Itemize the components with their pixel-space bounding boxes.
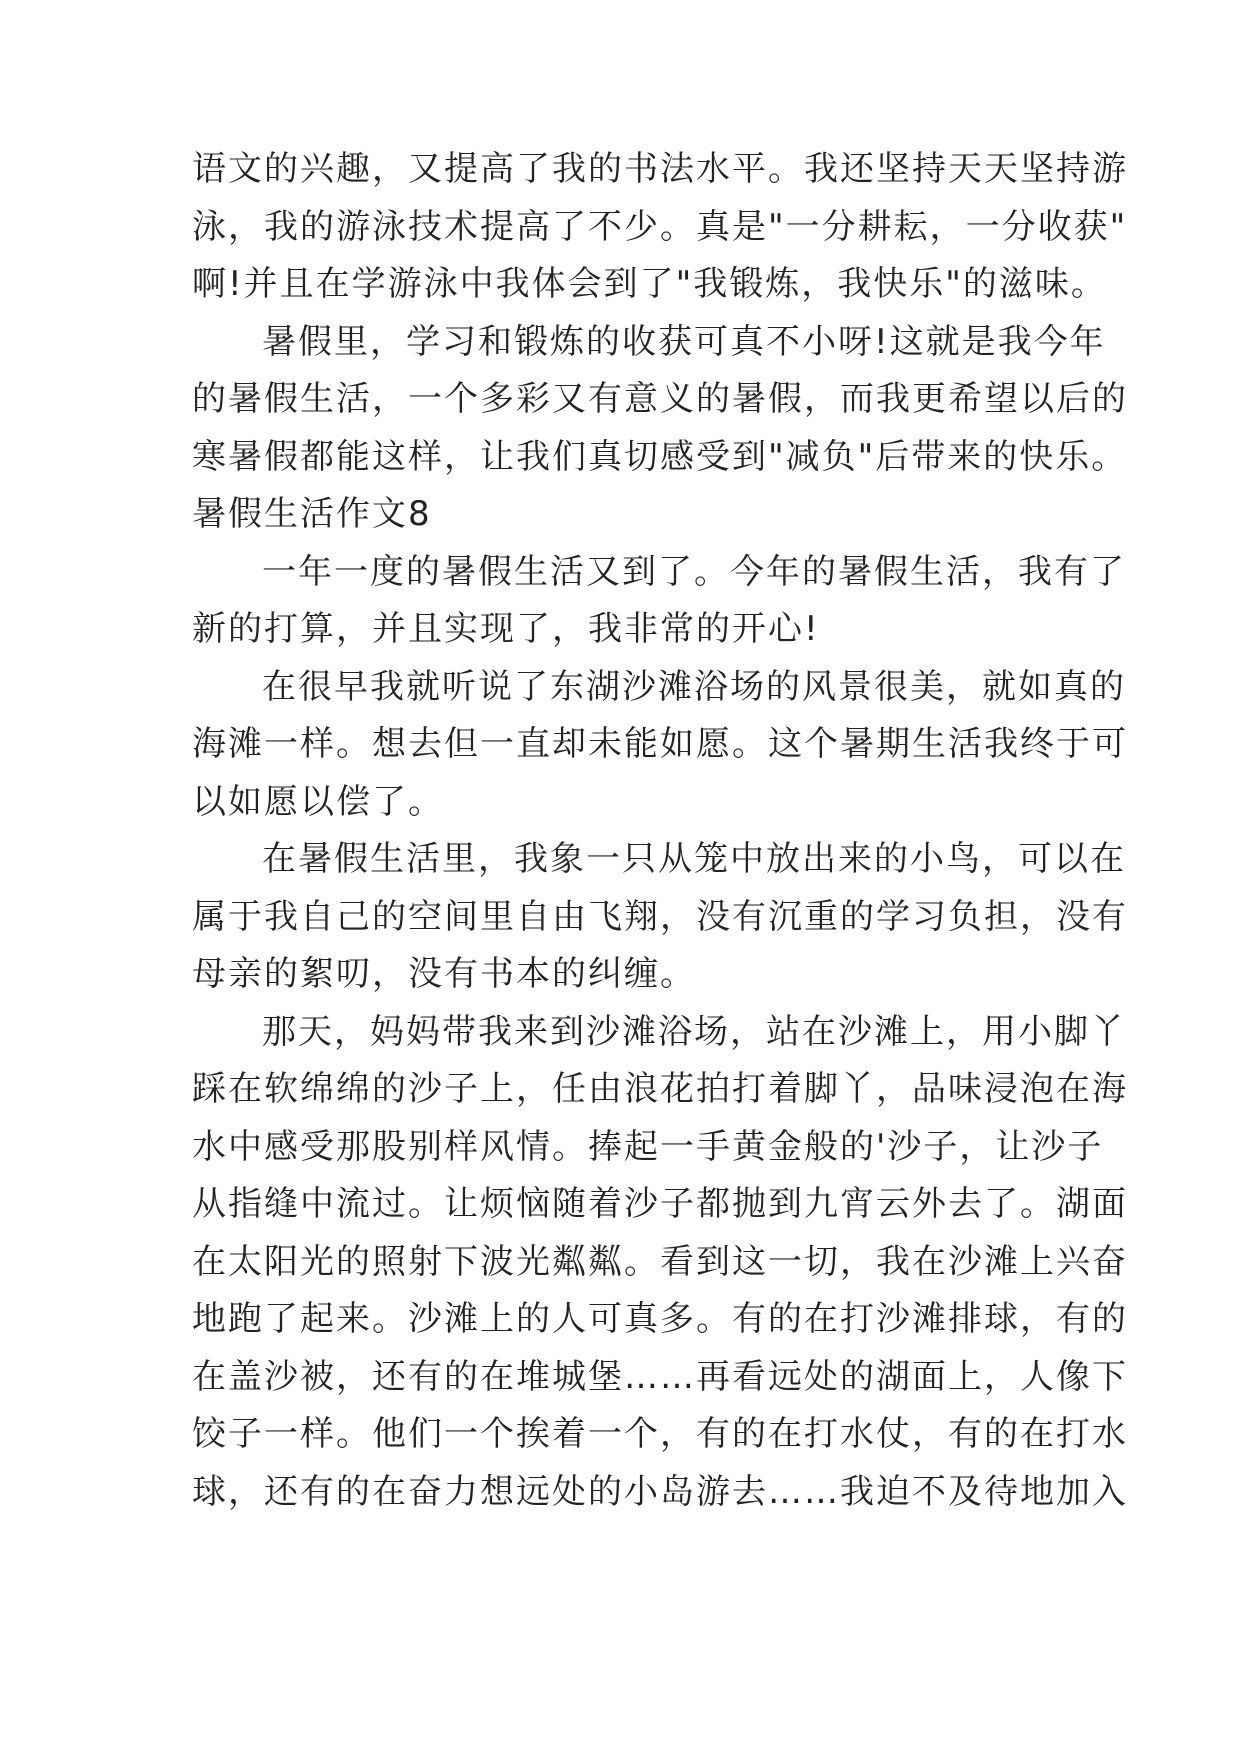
text-line: 踩在软绵绵的沙子上，任由浪花拍打着脚丫，品味浸泡在海 xyxy=(192,1069,1128,1109)
text-line: 泳，我的游泳技术提高了不少。真是"一分耕耘，一分收获" xyxy=(192,206,1128,247)
text-line: 海滩一样。想去但一直却未能如愿。这个暑期生活我终于可 xyxy=(192,724,1128,764)
text-line: 在盖沙被，还有的在堆城堡……再看远处的湖面上，人像下 xyxy=(192,1356,1128,1397)
text-line: 球，还有的在奋力想远处的小岛游去……我迫不及待地加入 xyxy=(192,1471,1128,1512)
text-line: 地跑了起来。沙滩上的人可真多。有的在打沙滩排球，有的 xyxy=(192,1299,1128,1339)
paragraph-first-line: 一年一度的暑假生活又到了。今年的暑假生活，我有了 xyxy=(262,551,1126,592)
text-line: 饺子一样。他们一个挨着一个，有的在打水仗，有的在打水 xyxy=(192,1414,1128,1454)
text-line: 以如愿以偿了。 xyxy=(192,781,444,822)
section-heading: 暑假生活作文8 xyxy=(192,494,432,534)
text-line: 的暑假生活，一个多彩又有意义的暑假，而我更希望以后的 xyxy=(192,379,1128,419)
text-line: 水中感受那股别样风情。捧起一手黄金般的'沙子，让沙子 xyxy=(192,1126,1104,1167)
paragraph-first-line: 暑假里，学习和锻炼的收获可真不小呀!这就是我今年 xyxy=(262,321,1106,362)
text-line: 新的打算，并且实现了，我非常的开心! xyxy=(192,609,820,649)
paragraph-first-line: 在暑假生活里，我象一只从笼中放出来的小鸟，可以在 xyxy=(262,839,1126,879)
text-line: 啊!并且在学游泳中我体会到了"我锻炼，我快乐"的滋味。 xyxy=(192,264,1107,304)
text-line: 属于我自己的空间里自由飞翔，没有沉重的学习负担，没有 xyxy=(192,896,1128,937)
text-line: 母亲的絮叨，没有书本的纠缠。 xyxy=(192,954,696,994)
text-line: 寒暑假都能这样，让我们真切感受到"减负"后带来的快乐。 xyxy=(192,436,1128,477)
text-line: 从指缝中流过。让烦恼随着沙子都抛到九宵云外去了。湖面 xyxy=(192,1184,1128,1224)
essay-text xyxy=(192,141,1128,1521)
text-line: 语文的兴趣，又提高了我的书法水平。我还坚持天天坚持游 xyxy=(192,149,1128,189)
text-line: 在太阳光的照射下波光粼粼。看到这一切，我在沙滩上兴奋 xyxy=(192,1241,1128,1282)
paragraph-first-line: 在很早我就听说了东湖沙滩浴场的风景很美，就如真的 xyxy=(262,666,1126,707)
paragraph-first-line: 那天，妈妈带我来到沙滩浴场，站在沙滩上，用小脚丫 xyxy=(262,1011,1126,1052)
